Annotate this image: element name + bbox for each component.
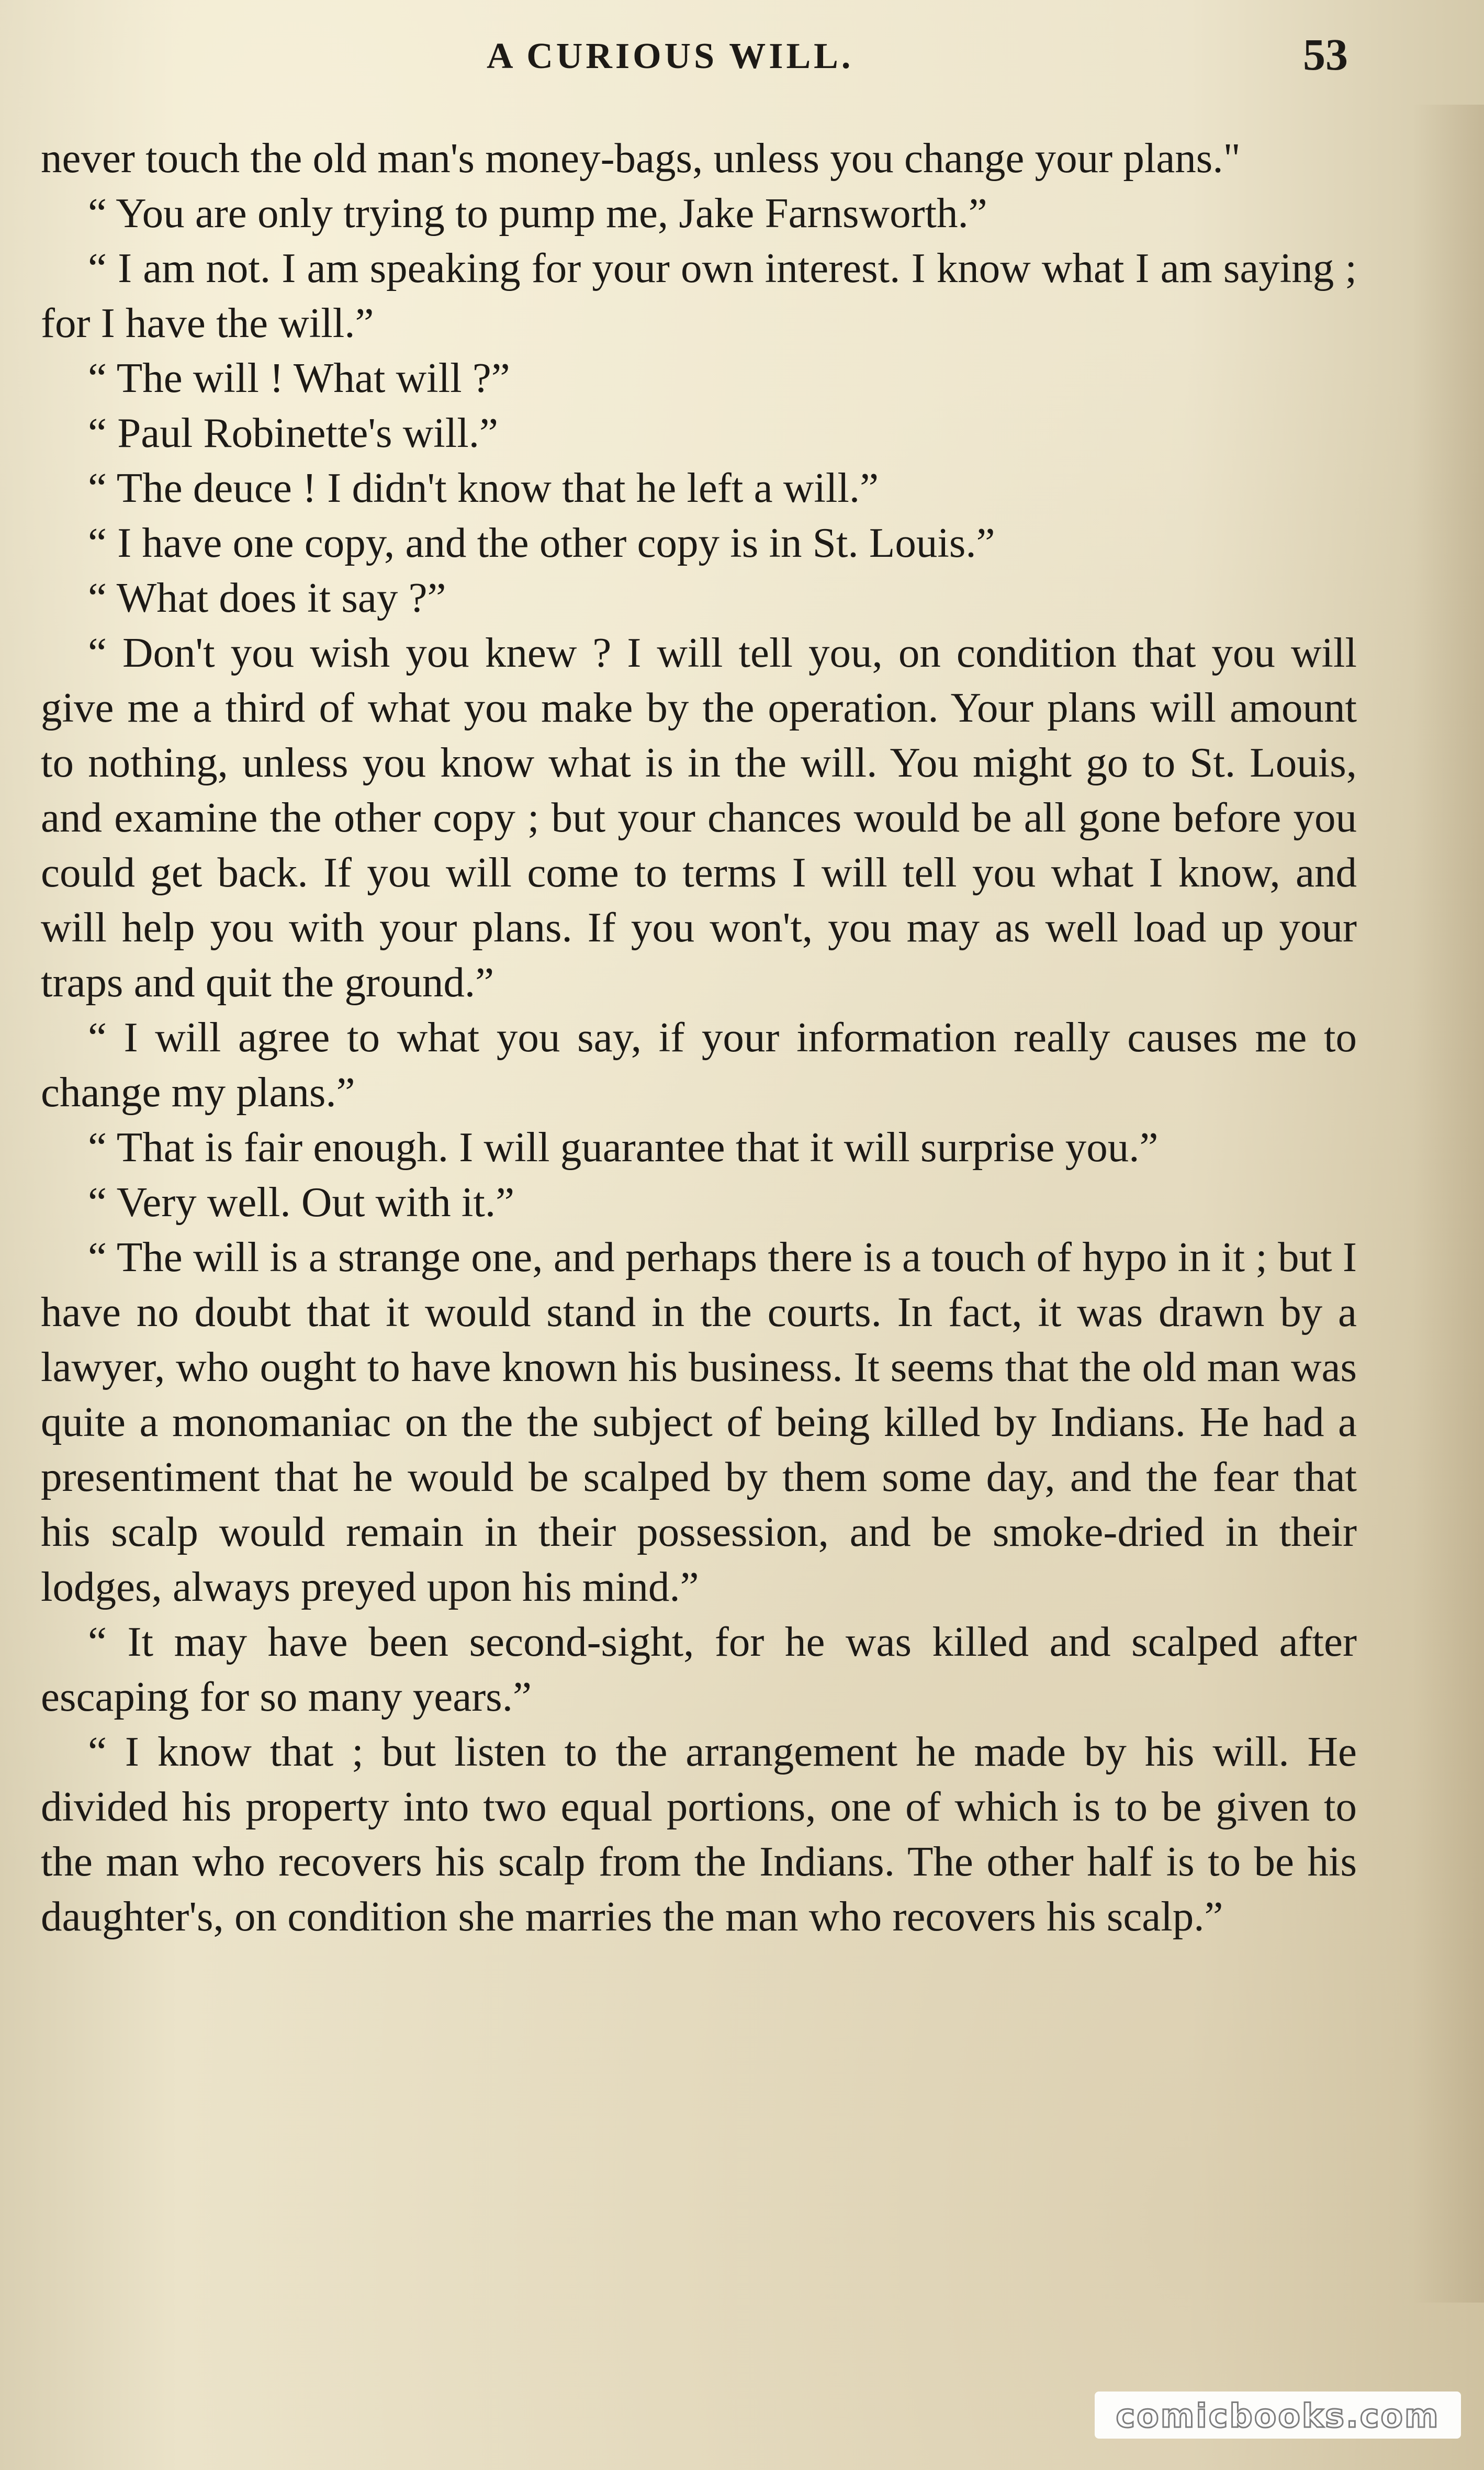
- watermark-badge: [1095, 2392, 1461, 2439]
- page-gutter-shadow: [1413, 105, 1484, 2303]
- paragraph: never touch the old man's money-bags, unless you change your plans.": [41, 134, 1241, 182]
- paragraph: “ That is fair enough. I will guarantee that it will surprise you.”: [88, 1124, 1159, 1171]
- paragraph: “ The will ! What will ?”: [88, 354, 510, 401]
- running-title: A CURIOUS WILL.: [487, 36, 854, 76]
- paragraph: “ Very well. Out with it.”: [88, 1178, 515, 1226]
- paragraph: “ Don't you wish you knew ? I will tell you, on condition that you will give me a third of what you make by the operation. Your plans will amount to nothing, unless you know what is in the will. You might go to St. Louis, and examine the other copy ; but your chances would be all gone before you could get back. If you will come to terms I will tell you what I know, and will help you with your plans. If you won't, you may as well load up your traps and quit the ground.”: [41, 629, 1357, 1006]
- page-number: 53: [1303, 29, 1348, 80]
- paragraph: “ Paul Robinette's will.”: [88, 409, 498, 456]
- paragraph: “ The will is a strange one, and perhaps there is a touch of hypo in it ; but I have no doubt that it would stand in the courts. In fact, it was drawn by a lawyer, who ought to have known his business. It seems that the old man was quite a monomaniac on the the subject of being killed by Indians. He had a presentiment that he would be scalped by them some day, and the fear that his scalp would remain in their possession, and be smoke-dried in their lodges, always preyed upon his mind.”: [41, 1233, 1357, 1610]
- watermark-text: comicbooks.com: [1116, 2397, 1440, 2435]
- paragraph: “ I know that ; but listen to the arrangement he made by his will. He divided his property into two equal portions, one of which is to be given to the man who recovers his scalp from the Indians. The other half is to be his daughter's, on condition she marries the man who recovers his scalp.”: [41, 1728, 1357, 1940]
- paragraph: “ I have one copy, and the other copy is in St. Louis.”: [88, 519, 995, 566]
- running-head: [0, 26, 1484, 84]
- body-text: [41, 131, 1357, 1944]
- paragraph: “ I will agree to what you say, if your information really causes me to change my plans.”: [41, 1014, 1357, 1116]
- paragraph: “ It may have been second-sight, for he was killed and scalped after escaping for so many years.”: [41, 1618, 1357, 1720]
- paragraph: “ What does it say ?”: [88, 574, 446, 621]
- paragraph: “ I am not. I am speaking for your own interest. I know what I am saying ; for I have the will.”: [41, 244, 1357, 346]
- paragraph: “ The deuce ! I didn't know that he left a will.”: [88, 464, 879, 511]
- paragraph: “ You are only trying to pump me, Jake Farnsworth.”: [88, 189, 987, 237]
